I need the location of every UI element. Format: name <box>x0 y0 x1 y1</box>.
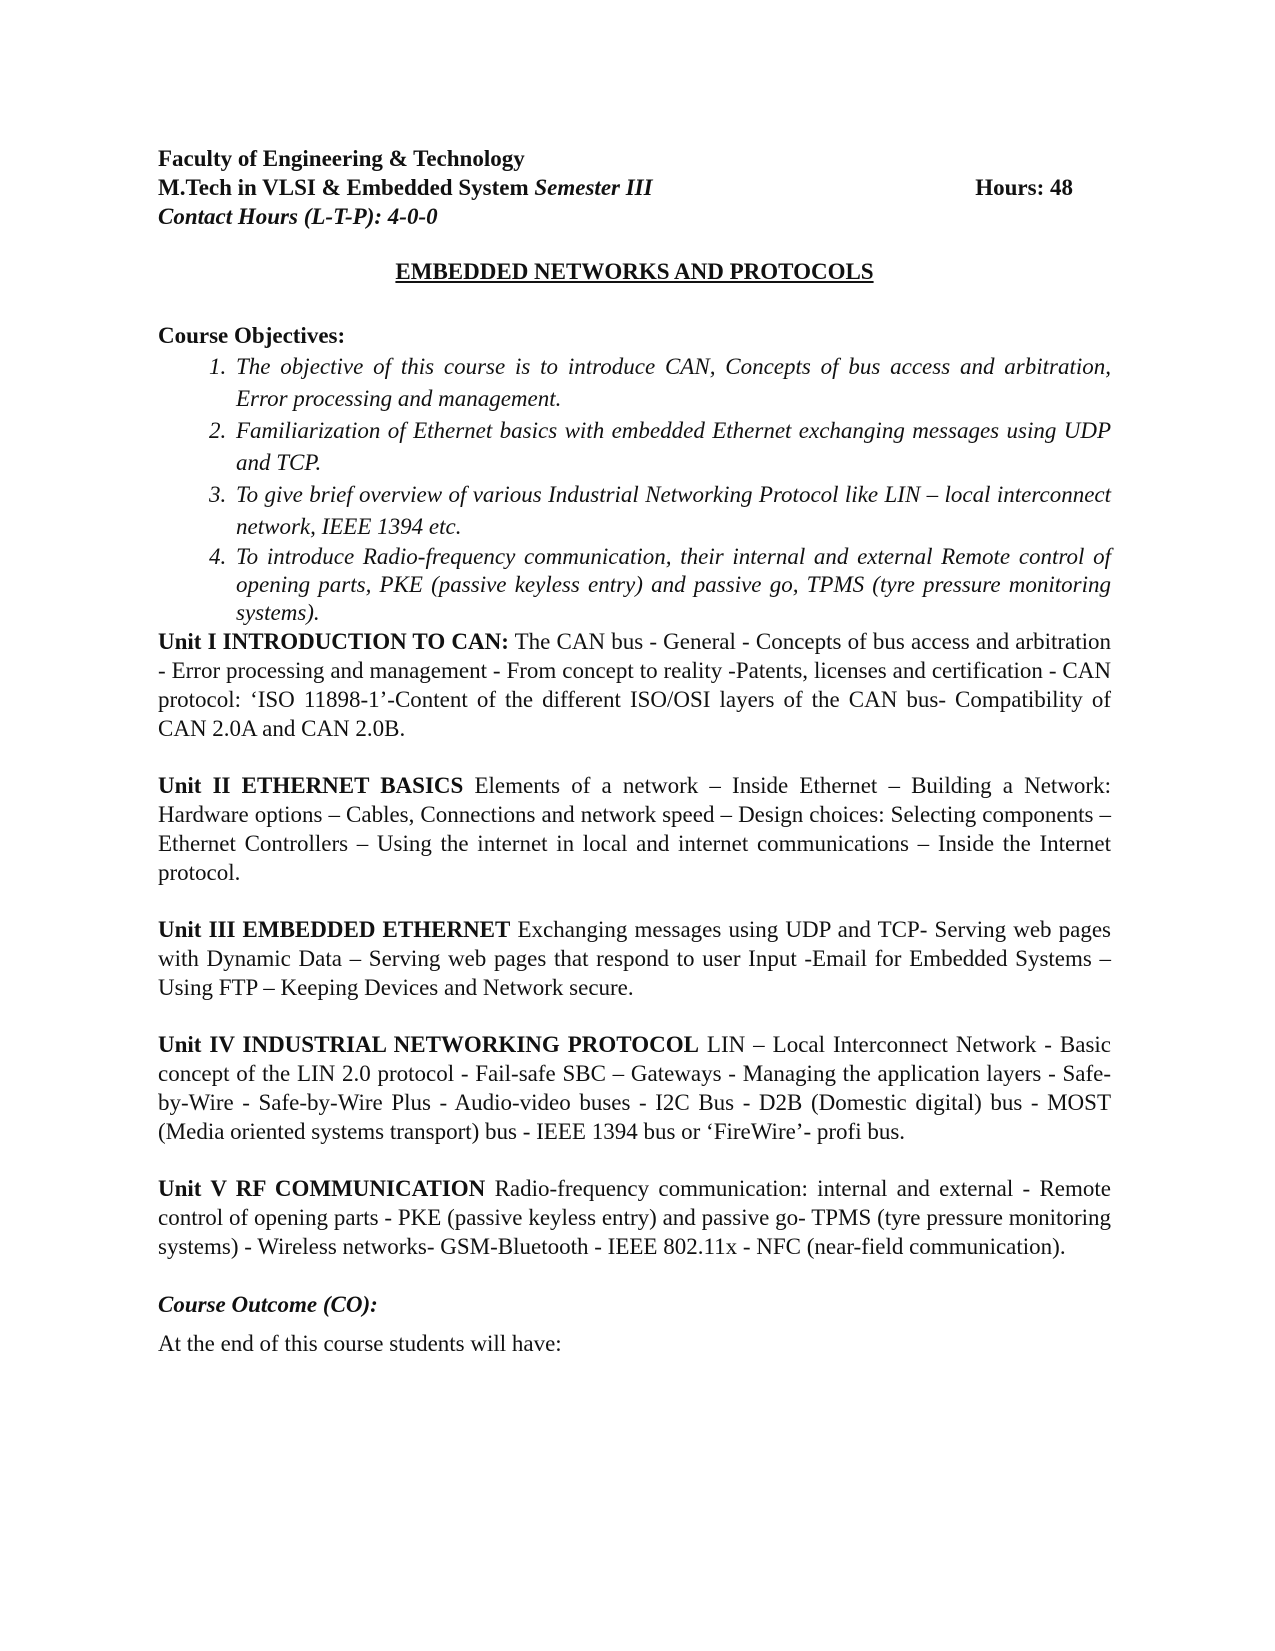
objectives-heading: Course Objectives: <box>158 323 346 348</box>
document-page <box>158 144 1111 1359</box>
unit-title: Unit II ETHERNET BASICS <box>158 773 464 798</box>
faculty-line: Faculty of Engineering & Technology <box>158 146 525 171</box>
unit-title: Unit V RF COMMUNICATION <box>158 1176 486 1201</box>
unit-body: LIN – Local Interconnect Network - Basic concept of the LIN 2.0 protocol - Fail-safe SBC – Gateways - Managing the application layers - Safe-by-Wire - Safe-by-Wire Plus - Audio-video buses - I2C Bus - D2B (Domestic digital) bus - MOST (Media oriented systems transport) bus - IEEE 1394 bus or ‘FireWire’- profi bus. <box>158 1032 1112 1144</box>
unit-body: Exchanging messages using UDP and TCP- Serving web pages with Dynamic Data – Serving web pages that respond to user Input -Email for Embedded Systems – Using FTP – Keeping Devices and Network secure. <box>158 917 1112 1000</box>
unit-title: Unit IV INDUSTRIAL NETWORKING PROTOCOL <box>158 1032 699 1057</box>
objective-item: 4. To introduce Radio-frequency communication, their internal and external Remote control of opening parts, PKE (passive keyless entry) and passive go, TPMS (tyre pressure monitoring systems). <box>232 543 1111 627</box>
objective-item: 3. To give brief overview of various Industrial Networking Protocol like LIN – local interconnect network, IEEE 1394 etc. <box>232 479 1111 543</box>
unit-5 <box>158 1174 1111 1261</box>
program-line <box>158 173 1111 202</box>
unit-title: Unit III EMBEDDED ETHERNET <box>158 917 511 942</box>
unit-title: Unit I INTRODUCTION TO CAN: <box>158 629 509 654</box>
program-name: M.Tech in VLSI & Embedded System <box>158 175 529 200</box>
unit-1 <box>158 627 1111 743</box>
course-outcome-intro: At the end of this course students will have: <box>158 1331 562 1356</box>
course-outcome-heading: Course Outcome (CO): <box>158 1292 378 1317</box>
objective-item: 2. Familiarization of Ethernet basics with embedded Ethernet exchanging messages using UDP and TCP. <box>232 415 1111 479</box>
program-info <box>158 173 653 202</box>
course-title: EMBEDDED NETWORKS AND PROTOCOLS <box>395 259 874 284</box>
objectives-list <box>158 351 1111 627</box>
objective-item: 1. The objective of this course is to introduce CAN, Concepts of bus access and arbitration, Error processing and management. <box>232 351 1111 415</box>
hours: Hours: 48 <box>975 175 1073 200</box>
unit-3 <box>158 915 1111 1002</box>
contact-hours: Contact Hours (L-T-P): 4-0-0 <box>158 204 438 229</box>
semester: Semester III <box>534 175 653 200</box>
unit-4 <box>158 1030 1111 1146</box>
unit-2 <box>158 771 1111 887</box>
unit-body: The CAN bus - General - Concepts of bus access and arbitration - Error processing and management - From concept to reality -Patents, licenses and certification - CAN protocol: ‘ISO 11898-1’-Content of the different ISO/OSI layers of the CAN bus- Compatibility of CAN 2.0A and CAN 2.0B. <box>158 629 1112 741</box>
unit-body: Elements of a network – Inside Ethernet – Building a Network: Hardware options – Cables, Connections and network speed – Design choices: Selecting components – Ethernet Controllers – Using the internet in local and internet communications – Inside the Internet protocol. <box>158 773 1111 885</box>
unit-body: Radio-frequency communication: internal and external - Remote control of opening parts - PKE (passive keyless entry) and passive go- TPMS (tyre pressure monitoring systems) - Wireless networks- GSM-Bluetooth - IEEE 802.11x - NFC (near-field communication). <box>158 1176 1112 1259</box>
